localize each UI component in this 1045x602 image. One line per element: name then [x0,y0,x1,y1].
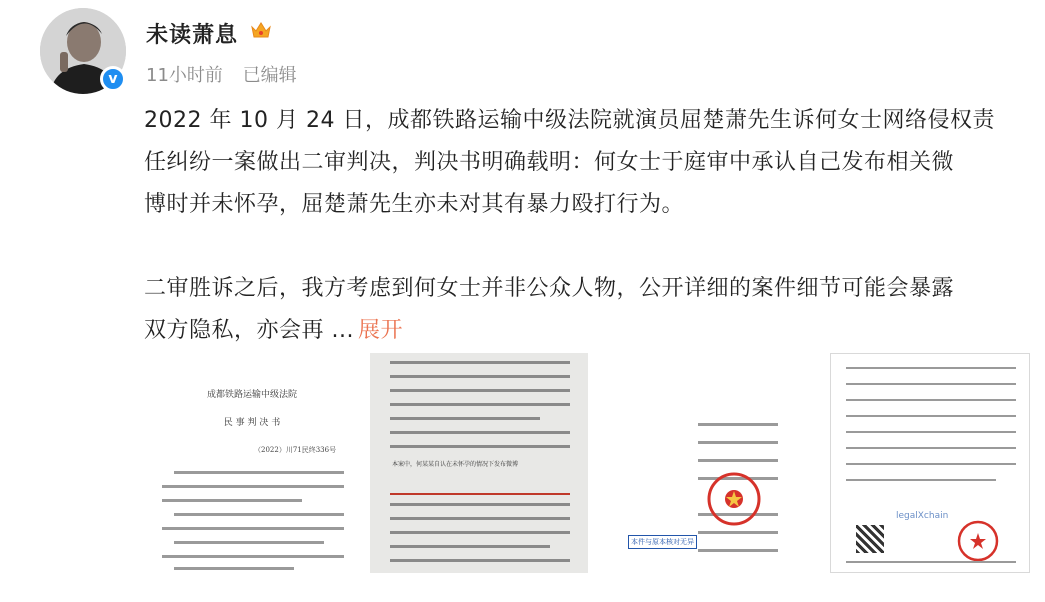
qr-code-icon [856,525,884,553]
text-line: 二审胜诉之后，我方考虑到何女士并非公众人物，公开详细的案件细节可能会暴露 [144,276,955,301]
image-thumb-3[interactable] [598,353,816,573]
text-line: 博时并未怀孕，屈楚萧先生亦未对其有暴力殴打行为。 [144,192,685,217]
image-thumb-1[interactable] [144,353,360,573]
text-line: 2022 年 10 月 24 日，成都铁路运输中级法院就演员屈楚萧先生诉何女士网络侵权责 [144,108,995,133]
doc1-court: 成都铁路运输中级法院 [206,390,297,400]
text-line-last: 双方隐私，亦会再 ... 展开 [144,318,403,343]
text-line: 任纠纷一案做出二审判决，判决书明确载明：何女士于庭审中承认自己发布相关微 [144,150,955,175]
image-thumb-4[interactable] [826,353,1034,573]
court-seal-icon [706,471,762,527]
image-thumb-2[interactable] [370,353,588,573]
author-name[interactable]: 未读萧息 [146,23,239,48]
crown-icon [249,18,273,42]
doc3-label: 本件与原本核对无异 [628,535,697,549]
doc1-type: 民 事 判 决 书 [223,418,281,428]
doc1-case-no: （2022）川71民终336号 [254,446,337,454]
verified-badge-icon: v [100,66,126,92]
post-meta [146,61,311,87]
edited-label: 已编辑 [242,65,297,86]
post-time[interactable]: 11小时前 [146,65,223,86]
expand-link[interactable]: 展开 [357,318,403,343]
certificate-seal-icon [956,519,1000,563]
post-text [144,100,1036,352]
doc2-highlight-text: 本案中，何某某自认在未怀孕的情况下发布微博 [392,461,519,468]
avatar[interactable] [40,8,126,94]
doc4-brand: legalXchain [896,511,949,521]
